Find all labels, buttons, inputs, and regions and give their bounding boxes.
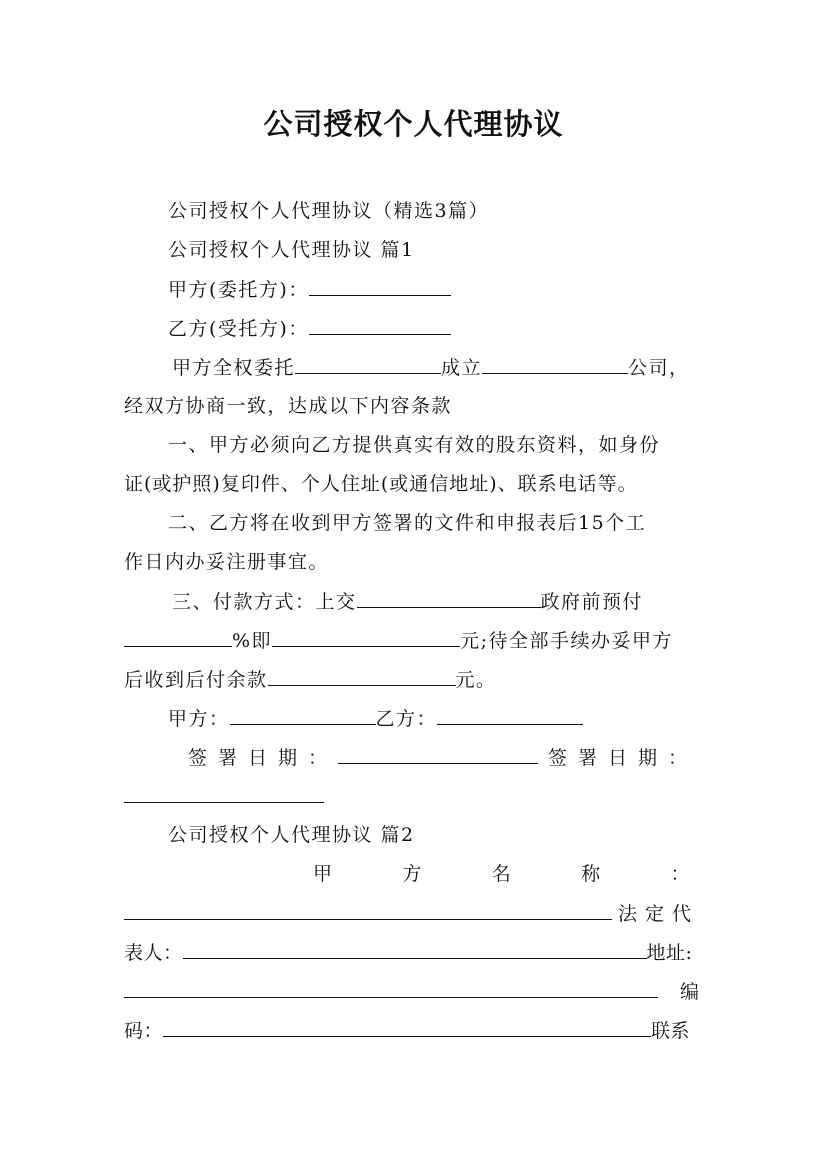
paragraph-entrust: [172, 353, 690, 382]
sign-a-blank: [230, 704, 376, 725]
party-a-name-line: [313, 860, 691, 888]
balance-text: 后收到后付余款: [124, 669, 268, 691]
postcode-label-b: 码：: [124, 1020, 164, 1042]
entrust-text: 甲方全权委托: [172, 357, 296, 379]
postcode-label-a: 编: [680, 981, 701, 1003]
legal-rep-blank: [183, 938, 647, 959]
postcode-line: [124, 1016, 690, 1045]
address-label: 地址:: [646, 942, 693, 964]
party-a-blank: [309, 275, 451, 296]
yuan-remaining-text: 元;待全部手续办妥甲方: [460, 630, 673, 652]
item2-line2: 作日内办妥注册事宜。: [124, 551, 330, 573]
company-text: 公司，: [628, 357, 690, 379]
sign-a-label: 甲方：: [168, 708, 230, 730]
date-a-label: 签署日期：: [188, 747, 339, 769]
party-a-label: 甲方(委托方)：: [168, 279, 309, 301]
party-b-line: [168, 314, 451, 343]
party-b-blank: [309, 314, 451, 335]
address-blank: [124, 977, 658, 998]
date-line2: [124, 782, 324, 811]
item3-line1: [172, 587, 643, 616]
percent-text: %即: [232, 630, 273, 652]
party-b-label: 乙方(受托方)：: [168, 318, 309, 340]
entrust-blank: [295, 353, 441, 374]
contact-label: 联系: [651, 1020, 691, 1042]
name-char: 称: [581, 863, 602, 885]
name-char: 甲: [313, 863, 334, 885]
item3-line2: [124, 626, 673, 655]
item2-line1: 二、乙方将在收到甲方签署的文件和申报表后15个工: [168, 512, 647, 534]
date-b-label: 签署日期：: [548, 747, 699, 769]
balance-amount-blank: [268, 665, 456, 686]
establish-text: 成立: [441, 357, 483, 379]
item1-line1: 一、甲方必须向乙方提供真实有效的股东资料，如身份: [168, 434, 661, 456]
legal-rep-line: [124, 899, 699, 928]
item3-line3: [124, 665, 497, 694]
signature-line: [168, 704, 583, 733]
party-a-name-blank: [124, 899, 612, 920]
legal-rep-line2: [124, 938, 692, 967]
sign-b-blank: [437, 704, 583, 725]
submit-amount-blank: [357, 587, 541, 608]
party-a-line: [168, 275, 451, 304]
postcode-blank: [163, 1016, 651, 1037]
yuan-text: 元。: [455, 669, 497, 691]
name-char: 方: [402, 863, 423, 885]
date-b-blank: [124, 782, 324, 803]
date-line: [188, 743, 698, 772]
legal-rep-label-b: 表人：: [124, 942, 183, 964]
paragraph-entrust-line2: 经双方协商一致，达成以下内容条款: [124, 395, 453, 417]
document-title: 公司授权个人代理协议: [263, 107, 564, 141]
payment-method-text: 三、付款方式：上交: [172, 591, 357, 613]
address-line: [124, 977, 701, 1006]
part1-heading: 公司授权个人代理协议 篇1: [168, 239, 415, 261]
legal-rep-label-a: 法定代: [618, 903, 700, 925]
date-a-blank: [338, 743, 538, 764]
sign-b-label: 乙方：: [375, 708, 438, 730]
name-char: ：: [670, 863, 691, 885]
document-subtitle: 公司授权个人代理协议（精选3篇）: [168, 200, 490, 222]
name-char: 名: [491, 863, 513, 885]
prepay-amount-blank: [272, 626, 460, 647]
item1-line2: 证(或护照)复印件、个人住址(或通信地址)、联系电话等。: [124, 473, 638, 495]
prepay-text: 政府前预付: [540, 591, 644, 613]
company-name-blank: [482, 353, 628, 374]
part2-heading: 公司授权个人代理协议 篇2: [168, 824, 415, 846]
percent-blank: [124, 626, 232, 647]
